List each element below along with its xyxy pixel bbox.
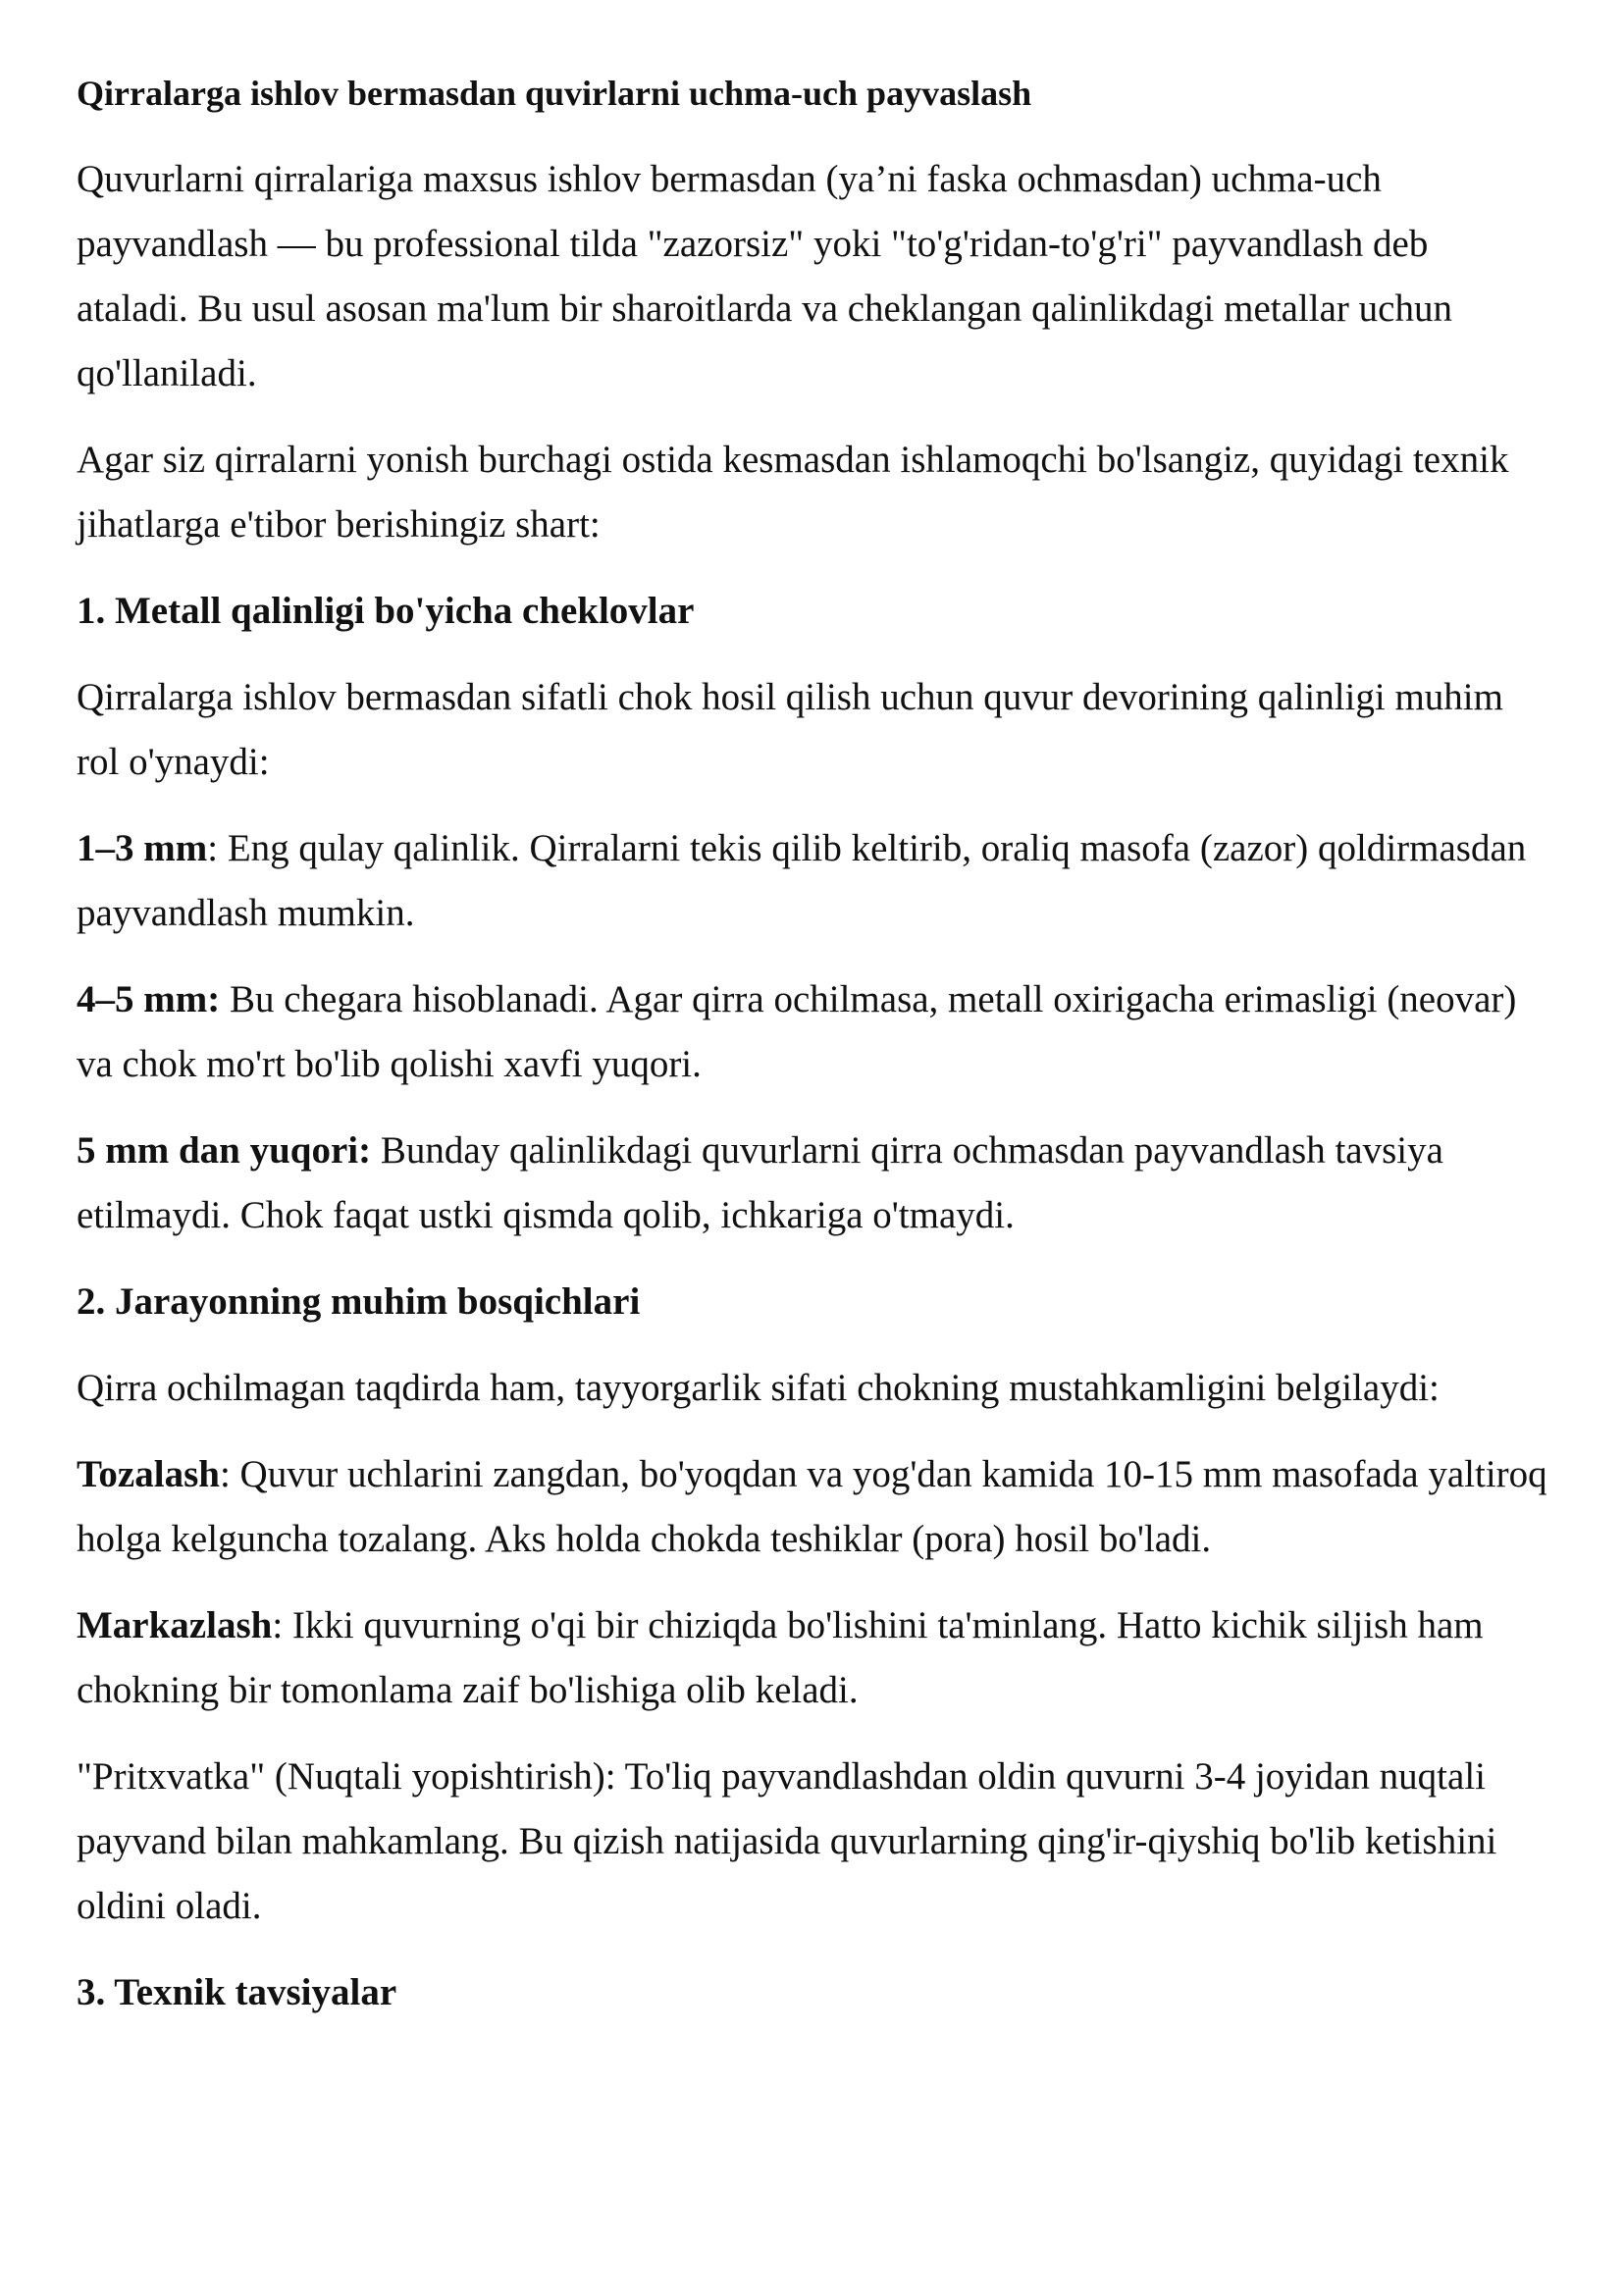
item-term: Tozalash — [77, 1453, 220, 1495]
item-text: Bu chegara hisoblanadi. Agar qirra ochilmasa, metall oxirigacha erimasligi (neovar) va chok mo'rt bo'lib qolishi xavfi yuqori. — [77, 978, 1517, 1085]
item-text: : Ikki quvurning o'qi bir chiziqda bo'lishini ta'minlang. Hatto kichik siljish ham chokning bir tomonlama zaif bo'lishiga olib keladi. — [77, 1604, 1484, 1711]
section-1-heading: 1. Metall qalinligi bo'yicha cheklovlar — [77, 590, 695, 632]
step-item-centering — [77, 1593, 1548, 1723]
item-term: 4–5 mm: — [77, 978, 221, 1020]
section-2-intro: Qirra ochilmagan taqdirda ham, tayyorgarlik sifati chokning mustahkamligini belgilaydi: — [77, 1367, 1440, 1409]
step-item-tack-welding — [77, 1745, 1548, 1939]
section-3-heading: 3. Texnik tavsiyalar — [77, 1971, 397, 2013]
item-text: : Eng qulay qalinlik. Qirralarni tekis qilib keltirib, oraliq masofa (zazor) qoldirmasdan payvandlash mumkin. — [77, 827, 1527, 934]
item-term: 1–3 mm — [77, 827, 208, 869]
item-term: 5 mm dan yuqori: — [77, 1129, 372, 1172]
thickness-item-1-3mm — [77, 816, 1548, 946]
document-title: Qirralarga ishlov bermasdan quvirlarni uchma-uch payvaslash — [77, 74, 1032, 113]
item-text: : Quvur uchlarini zangdan, bo'yoqdan va yog'dan kamida 10-15 mm masofada yaltiroq holga kelguncha tozalang. Aks holda chokda teshiklar (pora) hosil bo'ladi. — [77, 1453, 1547, 1560]
intro-paragraph-1: Quvurlarni qirralariga maxsus ishlov bermasdan (ya’ni faska ochmasdan) uchma-uch payvandlash — bu professional tilda "zazorsiz" yoki "to'g'ridan-to'g'ri" payvandlash deb ataladi. Bu usul asosan ma'lum bir sharoitlarda va cheklangan qalinlikdagi metallar uchun qo'llaniladi. — [77, 158, 1452, 394]
thickness-item-4-5mm — [77, 967, 1548, 1097]
item-text: Bunday qalinlikdagi quvurlarni qirra ochmasdan payvandlash tavsiya etilmaydi. Chok faqat ustki qismda qolib, ichkariga o'tmaydi. — [77, 1129, 1443, 1236]
item-term: Markazlash — [77, 1604, 273, 1646]
intro-paragraph-2: Agar siz qirralarni yonish burchagi ostida kesmasdan ishlamoqchi bo'lsangiz, quyidagi texnik jihatlarga e'tibor berishingiz shart: — [77, 439, 1509, 546]
item-text: "Pritxvatka" (Nuqtali yopishtirish): To'liq payvandlashdan oldin quvurni 3-4 joyidan nuqtali payvand bilan mahkamlang. Bu qizish natijasida quvurlarning qing'ir-qiyshiq bo'lib ketishini oldini oladi. — [77, 1755, 1497, 1927]
section-2-heading: 2. Jarayonning muhim bosqichlari — [77, 1280, 641, 1323]
section-1-intro: Qirralarga ishlov bermasdan sifatli chok hosil qilish uchun quvur devorining qalinligi muhim rol o'ynaydi: — [77, 676, 1503, 783]
step-item-cleaning — [77, 1442, 1548, 1572]
thickness-item-over-5mm — [77, 1119, 1548, 1248]
document-page — [77, 61, 1548, 2047]
